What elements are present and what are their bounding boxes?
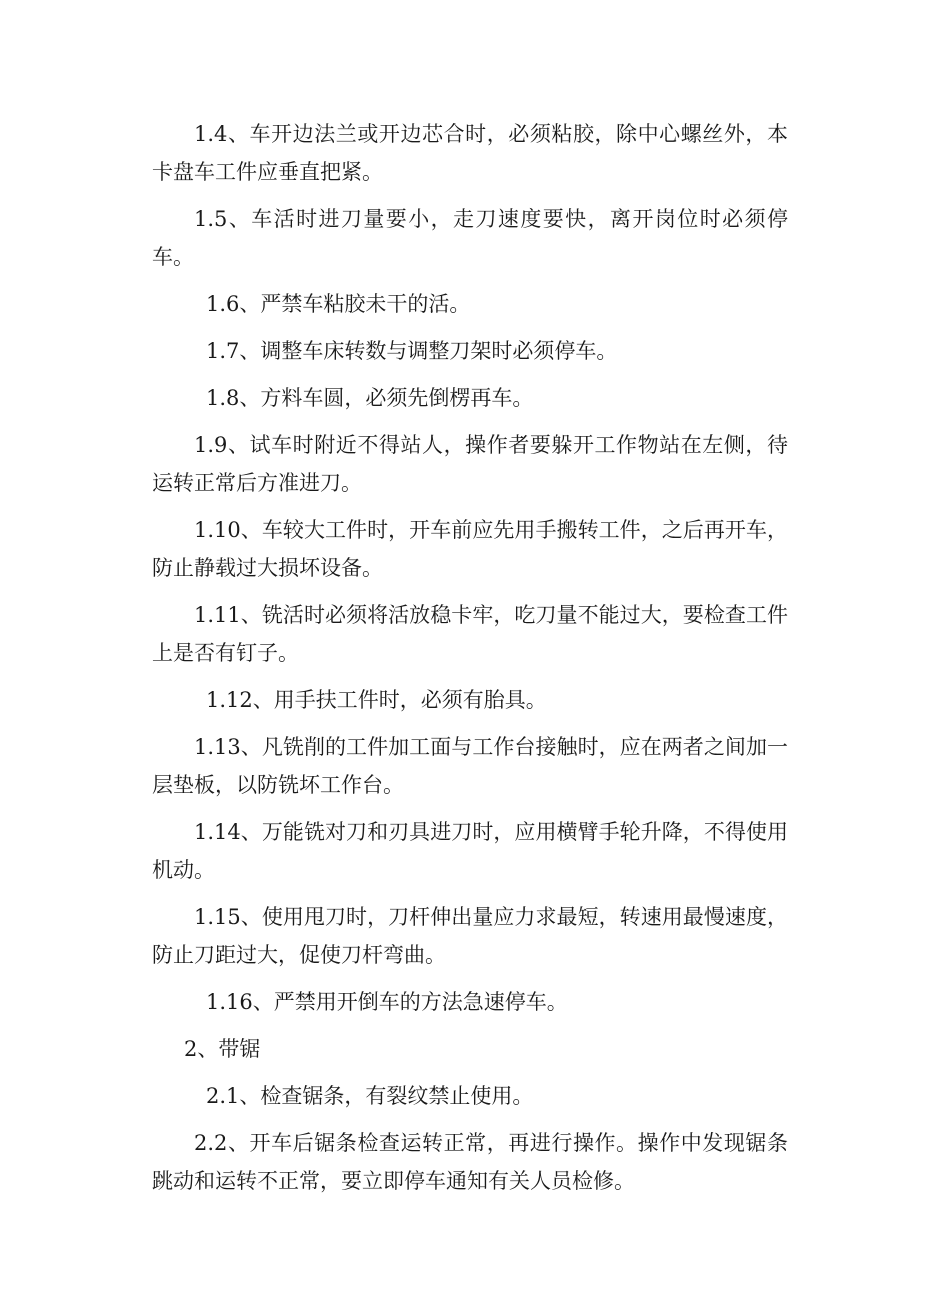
document-body xyxy=(152,115,788,1209)
paragraph-2-2: 2.2、开车后锯条检查运转正常，再进行操作。操作中发现锯条跳动和运转不正常，要立即停车通知有关人员检修。 xyxy=(152,1131,788,1193)
paragraph-1-16: 1.16、严禁用开倒车的方法急速停车。 xyxy=(206,990,568,1014)
paragraph-1-5: 1.5、车活时进刀量要小，走刀速度要快，离开岗位时必须停车。 xyxy=(152,207,788,269)
paragraph-1-14: 1.14、万能铣对刀和刃具进刀时，应用横臂手轮升降，不得使用机动。 xyxy=(152,820,788,882)
section-heading-band-saw: 2、带锯 xyxy=(184,1037,261,1061)
paragraph-1-4: 1.4、车开边法兰或开边芯合时，必须粘胶，除中心螺丝外，本卡盘车工件应垂直把紧。 xyxy=(152,122,788,184)
paragraph-1-15: 1.15、使用甩刀时，刀杆伸出量应力求最短，转速用最慢速度，防止刀距过大，促使刀杆弯曲。 xyxy=(152,905,788,967)
paragraph-1-6: 1.6、严禁车粘胶未干的活。 xyxy=(206,292,471,316)
paragraph-1-9: 1.9、试车时附近不得站人，操作者要躲开工作物站在左侧，待运转正常后方准进刀。 xyxy=(152,433,788,495)
paragraph-1-13: 1.13、凡铣削的工件加工面与工作台接触时，应在两者之间加一层垫板，以防铣坏工作台。 xyxy=(152,735,788,797)
paragraph-1-10: 1.10、车较大工件时，开车前应先用手搬转工件，之后再开车，防止静载过大损坏设备。 xyxy=(152,518,788,580)
paragraph-1-12: 1.12、用手扶工件时，必须有胎具。 xyxy=(206,688,547,712)
paragraph-2-1: 2.1、检查锯条，有裂纹禁止使用。 xyxy=(206,1084,534,1108)
paragraph-1-11: 1.11、铣活时必须将活放稳卡牢，吃刀量不能过大，要检查工件上是否有钉子。 xyxy=(152,603,788,665)
paragraph-1-7: 1.7、调整车床转数与调整刀架时必须停车。 xyxy=(206,339,618,363)
paragraph-1-8: 1.8、方料车圆，必须先倒楞再车。 xyxy=(206,386,534,410)
